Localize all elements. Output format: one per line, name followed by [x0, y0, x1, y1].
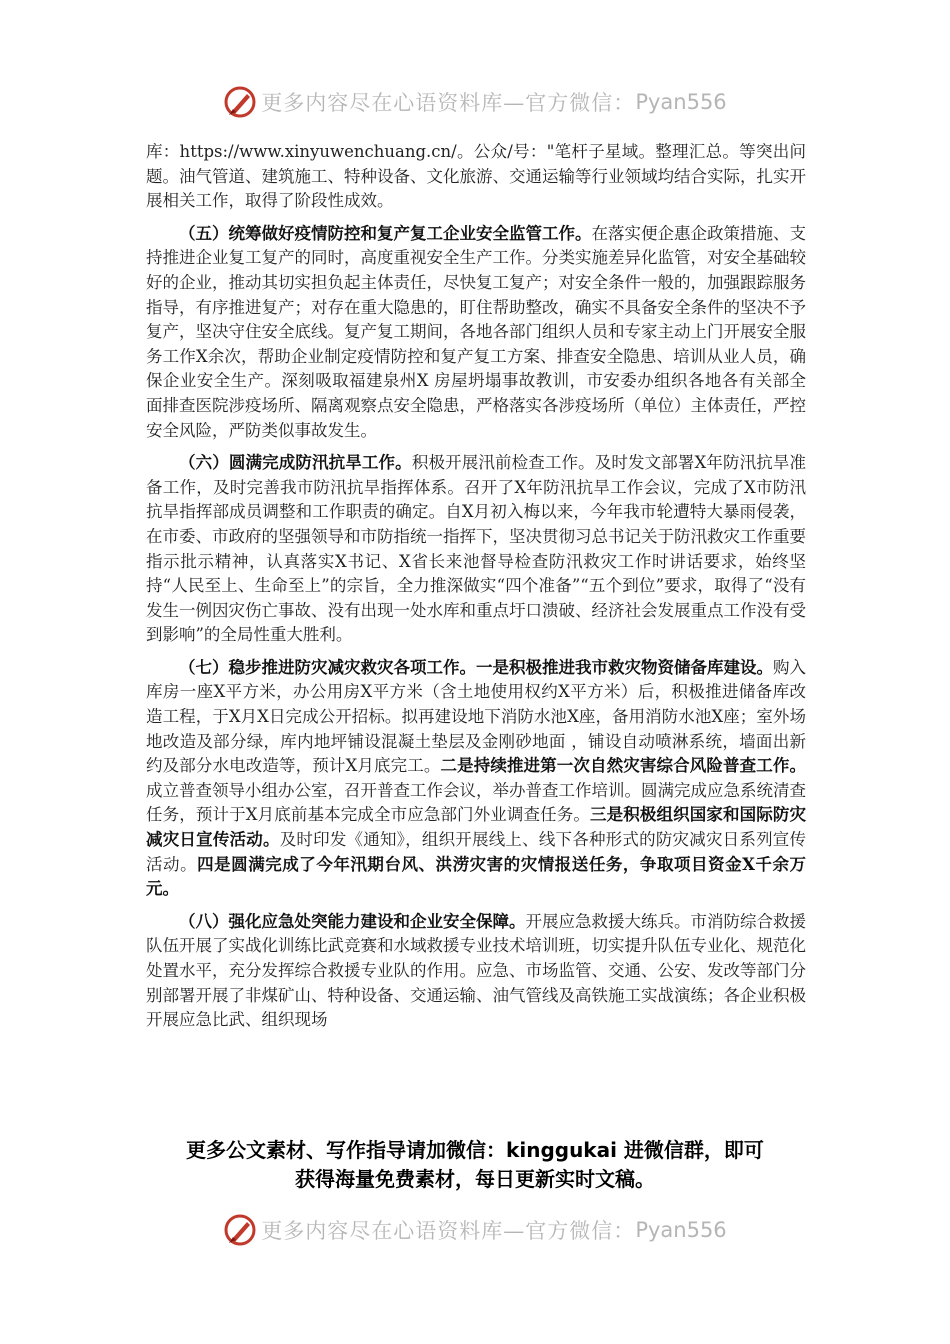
section-7-title: （七）稳步推进防灾减灾救灾各项工作。	[179, 657, 476, 677]
document-body	[146, 140, 806, 1041]
intro-source-line: 库：https://www.xinyuwenchuang.cn/。公众/号："笔杆子星域。整理汇总。	[146, 142, 740, 161]
section-6-title: （六）圆满完成防汛抗旱工作。	[179, 453, 412, 473]
header-banner-text: 更多内容尽在心语资料库—官方微信：	[261, 91, 636, 115]
section-7-point-3-text: 及时印发《通知》，组织开展线上、线下各种形式的防灾减灾日系列宣传活动。	[146, 830, 807, 874]
section-7-point-3-title: 三是积极组织国家和国际防灾减灾日宣传活动。	[146, 805, 807, 850]
footer-banner-text: 更多内容尽在心语资料库—官方微信：	[261, 1219, 636, 1243]
footer-banner-wechat-id: Pyan556	[635, 1218, 727, 1242]
promo-line-2: 获得海量免费素材，每日更新实时文稿。	[295, 1167, 655, 1191]
pen-logo-icon	[223, 1213, 257, 1247]
section-7-point-4-title: 四是圆满完成了今年汛期台风、洪涝灾害的灾情报送任务，争取项目资金X千余万元。	[146, 854, 806, 899]
intro-paragraph	[146, 140, 806, 214]
footer-watermark-banner	[0, 1208, 950, 1252]
section-7-paragraph	[146, 656, 806, 902]
promo-line-1: 更多公文素材、写作指导请加微信：kinggukai 进微信群，即可	[186, 1138, 764, 1162]
section-6-paragraph	[146, 451, 806, 648]
section-8-paragraph	[146, 910, 806, 1033]
section-7-point-2-title: 二是持续推进第一次自然灾害综合风险普查工作。	[440, 756, 807, 776]
pen-logo-icon	[223, 85, 257, 119]
section-7-point-2-text: 成立普查领导小组办公室，召开普查工作会议，举办普查工作培训。圆满完成应急系统清查任务，预计于X月底前基本完成全市应急部门外业调查任务。	[146, 780, 806, 825]
promo-overlay	[0, 1136, 950, 1194]
section-5-paragraph	[146, 222, 806, 443]
header-watermark-banner	[0, 80, 950, 124]
section-8-title: （八）强化应急处突能力建设和企业安全保障。	[179, 911, 526, 931]
section-5-body: 在落实便企惠企政策措施、支持推进企业复工复产的同时，高度重视安全生产工作。分类实施差异化监管，对安全基础较好的企业，推动其切实担负起主体责任，尽快复工复产；对安全条件一般的，加强跟踪服务指导，有序推进复产；对存在重大隐患的，盯住帮助整改，确实不具备安全条件的坚决不予复产，坚决守住安全底线。复产复工期间，各地各部门组织人员和专家主动上门开展安全服务工作X余次，帮助企业制定疫情防控和复产复工方案、排查安全隐患、培训从业人员，确保企业安全生产。深刻吸取福建泉州X 房屋坍塌事故教训，市安委办组织各地各有关部全面排查医院涉疫场所、隔离观察点安全隐患，严格落实各涉疫场所（单位）主体责任，严控安全风险，严防类似事故发生。	[146, 223, 806, 440]
header-banner-wechat-id: Pyan556	[635, 90, 727, 114]
section-8-body: 开展应急救援大练兵。市消防综合救援队伍开展了实战化训练比武竞赛和水域救援专业技术培训班，切实提升队伍专业化、规范化处置水平，充分发挥综合救援专业队的作用。应急、市场监管、交通、公安、发改等部门分别部署开展了非煤矿山、特种设备、交通运输、油气管线及高铁施工实战演练；各企业积极开展应急比武、组织现场	[146, 911, 806, 1030]
section-6-body: 积极开展汛前检查工作。及时发文部署X年防汛抗旱准备工作，及时完善我市防汛抗旱指挥体系。召开了X年防汛抗旱工作会议，完成了X市防汛抗旱指挥部成员调整和工作职责的确定。自X月初入梅以来，今年我市轮遭特大暴雨侵袭，在市委、市政府的坚强领导和市防指统一指挥下，坚决贯彻习总书记关于防汛救灾工作重要指示批示精神，认真落实X书记、X省长来池督导检查防汛救灾工作时讲话要求，始终坚持“人民至上、生命至上”的宗旨，全力推深做实“四个准备”“五个到位”要求，取得了“没有发生一例因灾伤亡事故、没有出现一处水库和重点圩口溃破、经济社会发展重点工作没有受到影响”的全局性重大胜利。	[146, 453, 807, 645]
intro-text: 等突出问题。油气管道、建筑施工、特种设备、文化旅游、交通运输等行业领域均结合实际，扎实开展相关工作，取得了阶段性成效。	[146, 142, 807, 211]
section-7-point-1-text: 购入库房一座X平方米，办公用房X平方米（含土地使用权约X平方米）后，积极推进储备库改造工程，于X月X日完成公开招标。拟再建设地下消防水池X座，备用消防水池X座；室外场地改造及部分绿，库内地坪铺设混凝土垫层及金刚砂地面 ，铺设自动喷淋系统，墙面出新约及部分水电改造等，预计X月底完工。	[146, 657, 806, 776]
section-5-title: （五）统筹做好疫情防控和复产复工企业安全监管工作。	[179, 223, 592, 243]
section-7-point-1-title: 一是积极推进我市救灾物资储备库建设。	[476, 657, 773, 677]
